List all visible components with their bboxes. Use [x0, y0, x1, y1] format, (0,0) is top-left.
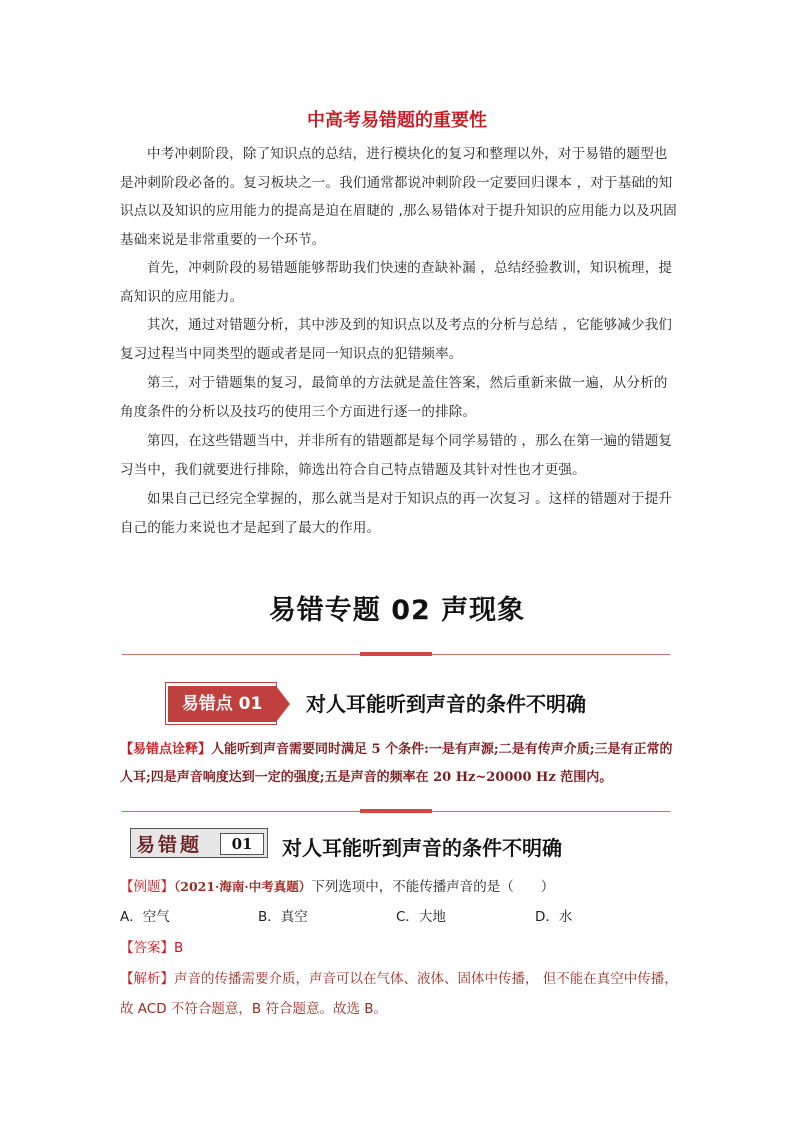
- intro-paragraph-1: 中考冲刺阶段，除了知识点的总结，进行模块化的复习和整理以外，对于易错的题型也是冲刺阶段必备的。复习板块之一。我们通常都说冲刺阶段一定要回归课本 ，对于基础的知识点以及知识的应用能力的提高是迫在眉睫的 ,那么易错体对于提升知识的应用能力以及巩固基础来说是非常重要的一个环节。: [120, 146, 677, 248]
- intro-paragraph-3: 其次，通过对错题分析，其中涉及到的知识点以及考点的分析与总结 ，它能够减少我们复习过程当中同类型的题或者是同一知识点的犯错频率。: [120, 317, 673, 362]
- analysis-label: 【解析】: [120, 971, 174, 987]
- answer-label: 【答案】: [120, 940, 174, 956]
- badge-arrow-icon: [276, 686, 290, 722]
- option-a: A．空气: [120, 909, 170, 925]
- option-b: B．真空: [258, 909, 308, 925]
- option-d: D．水: [535, 909, 573, 925]
- analysis-text: 声音的传播需要介质，声音可以在气体、液体、固体中传播， 但不能在真空中传播，故 ACD 不符合题意，B 符合题意。故选 B。: [120, 971, 678, 1017]
- explain-divider-accent: [360, 809, 432, 813]
- answer-value: B: [174, 940, 184, 956]
- error-question-badge-number: 01: [220, 833, 264, 855]
- error-point-title: 对人耳能听到声音的条件不明确: [306, 692, 586, 716]
- example-source: （2021·海南·中考真题）: [174, 879, 312, 894]
- intro-paragraph-2: 首先，冲刺阶段的易错题能够帮助我们快速的查缺补漏 ，总结经验教训，知识梳理，提高知识的应用能力。: [120, 260, 673, 305]
- intro-paragraph-4: 第三，对于错题集的复习，最简单的方法就是盖住答案，然后重新来做一遍，从分析的角度条件的分析以及技巧的使用三个方面进行逐一的排除。: [120, 375, 668, 420]
- title-divider-accent: [360, 652, 432, 656]
- explain-label: 【易错点诠释】: [120, 742, 212, 757]
- main-title: 易错专题 02 声现象: [268, 595, 526, 626]
- option-c: C．大地: [396, 909, 446, 925]
- intro-paragraph-5: 第四，在这些错题当中，并非所有的错题都是每个同学易错的 ，那么在第一遍的错题复习当中，我们就要进行排除，筛选出符合自己特点错题及其针对性也才更强。: [120, 433, 673, 478]
- answer-line: [120, 936, 183, 956]
- error-question-badge-text: 易错题: [136, 834, 203, 856]
- example-label: 【例题】: [120, 879, 174, 895]
- example-line: [120, 875, 554, 895]
- analysis-paragraph: [120, 964, 678, 1024]
- explain-text: 人能听到声音需要同时满足 5 个条件:一是有声源;二是有传声介质;三是有正常的人耳;四是声音响度达到一定的强度;五是声音的频率在 20 Hz~20000 Hz 范围内。: [120, 742, 673, 785]
- error-question-title: 对人耳能听到声音的条件不明确: [282, 836, 562, 860]
- intro-title: 中高考易错题的重要性: [307, 110, 487, 131]
- intro-paragraph-6: 如果自己已经完全掌握的，那么就当是对于知识点的再一次复习 。这样的错题对于提升自己的能力来说也才是起到了最大的作用。: [120, 491, 673, 536]
- error-point-badge: 易错点 01: [168, 686, 276, 722]
- error-point-explanation: [120, 736, 682, 792]
- example-stem: 下列选项中，不能传播声音的是（ ）: [311, 879, 555, 895]
